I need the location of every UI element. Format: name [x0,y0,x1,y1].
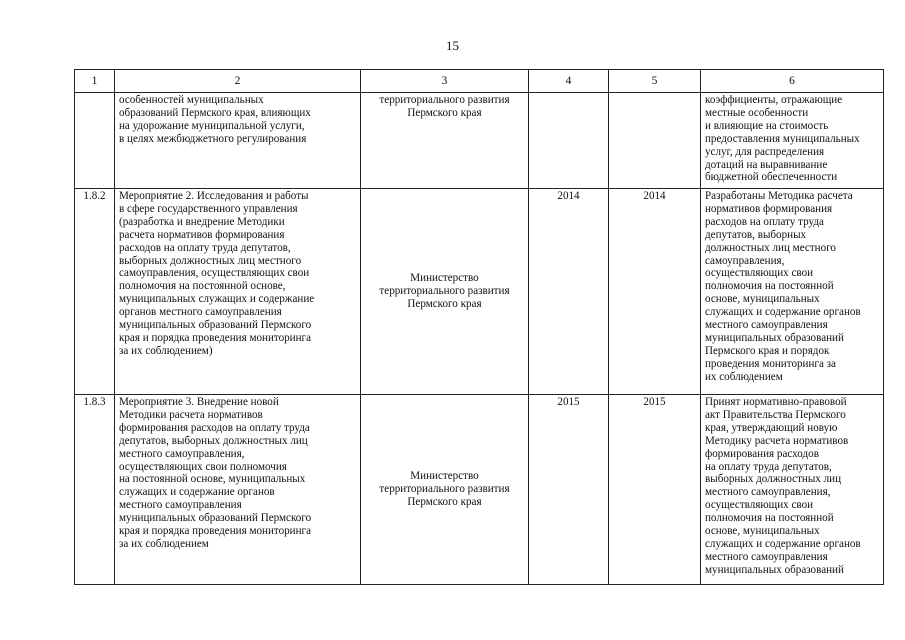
activity-cell: Мероприятие 2. Исследования и работы в сфере государственного управления (разработка и внедрение Методики расчета нормативов формирования расходов на оплату труда депутатов, выборных должностных лиц местного самоуправления, осуществляющих свои полномочия на постоянной основе, муниципальных служащих и содержание органов местного самоуправления муниципальных образований Пермского края и порядка проведения мониторинга за их соблюдением) [115,189,361,395]
executor-cell: Министерство территориального развития Пермского края [361,189,529,395]
column-header: 2 [115,70,361,93]
table-row [75,93,884,189]
column-header: 5 [609,70,701,93]
executor-cell: Министерство территориального развития Пермского края [361,395,529,585]
result-cell: Разработаны Методика расчета нормативов формирования расходов на оплату труда депутатов, выборных должностных лиц местного самоуправления, осуществляющих свои полномочия на постоянной основе, муниципальных служащих и содержание органов местного самоуправления муниципальных образований Пермского края и порядок проведения мониторинга за их соблюдением [701,189,884,395]
result-cell: коэффициенты, отражающие местные особенности и влияющие на стоимость предоставления муниципальных услуг, для распределения дотаций на выравнивание бюджетной обеспеченности [701,93,884,189]
row-number [75,93,115,189]
start-year-cell: 2015 [529,395,609,585]
column-header: 1 [75,70,115,93]
end-year-cell: 2015 [609,395,701,585]
row-number: 1.8.3 [75,395,115,585]
table-row [75,189,884,395]
table-row [75,395,884,585]
activity-cell: особенностей муниципальных образований Пермского края, влияющих на удорожание муниципальной услуги, в целях межбюджетного регулирования [115,93,361,189]
start-year-cell: 2014 [529,189,609,395]
program-activities-table [74,69,884,585]
row-number: 1.8.2 [75,189,115,395]
start-year-cell [529,93,609,189]
table-header-row [75,70,884,93]
column-header: 6 [701,70,884,93]
result-cell: Принят нормативно-правовой акт Правительства Пермского края, утверждающий новую Методику расчета нормативов формирования расходов на оплату труда депутатов, выборных должностных лиц местного самоуправления, осуществляющих свои полномочия на постоянной основе, муниципальных служащих и содержание органов местного самоуправления муниципальных образований [701,395,884,585]
end-year-cell: 2014 [609,189,701,395]
page-number: 15 [446,38,459,53]
executor-cell: территориального развития Пермского края [361,93,529,189]
column-header: 4 [529,70,609,93]
end-year-cell [609,93,701,189]
column-header: 3 [361,70,529,93]
activity-cell: Мероприятие 3. Внедрение новой Методики расчета нормативов формирования расходов на оплату труда депутатов, выборных должностных лиц местного самоуправления, осуществляющих свои полномочия на постоянной основе, муниципальных служащих и содержание органов местного самоуправления муниципальных образований Пермского края и порядка проведения мониторинга за их соблюдением [115,395,361,585]
